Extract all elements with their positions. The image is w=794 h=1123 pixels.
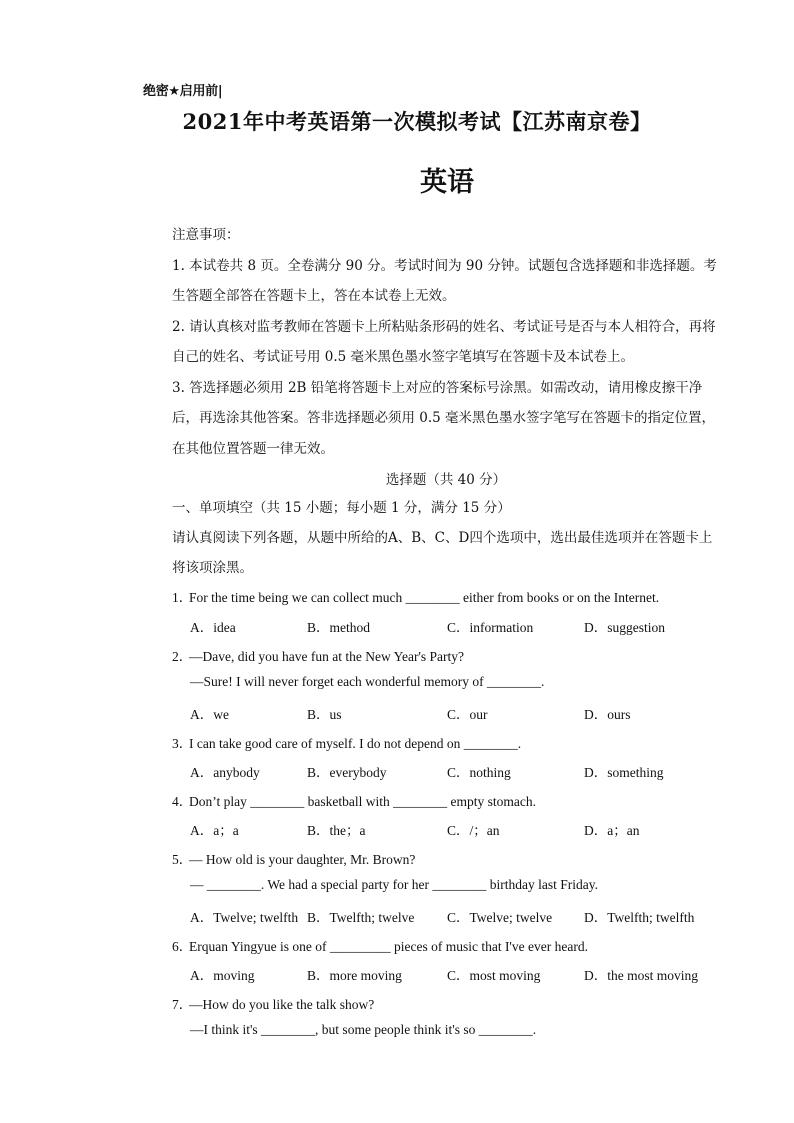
option-b[interactable]: B．Twelfth; twelve [307, 910, 415, 925]
question-number: 4． [172, 794, 193, 809]
question-3-stem [172, 732, 521, 752]
option-c[interactable]: C．/；an [447, 823, 500, 838]
option-b[interactable]: B．method [307, 620, 370, 635]
notice-heading: 注意事项： [172, 227, 240, 243]
option-a[interactable]: A．we [190, 707, 229, 722]
question-7-stem [172, 993, 374, 1013]
question-7-reply: —I think it's ________, but some people think it's so ________. [190, 1022, 537, 1037]
option-b[interactable]: B．more moving [307, 968, 402, 983]
question-3-options [190, 761, 730, 779]
question-text: Don’t play ________ basketball with ________ empty stomach. [189, 794, 536, 809]
option-d[interactable]: D．a；an [584, 823, 640, 838]
instructions-text: 请认真阅读下列各题，从题中所给的A、B、C、D四个选项中，选出最佳选项并在答题卡上将该项涂黑。 [172, 530, 713, 576]
option-d[interactable]: D．ours [584, 707, 631, 722]
option-c[interactable]: C．information [447, 620, 534, 635]
question-text: — How old is your daughter, Mr. Brown? [189, 852, 416, 867]
question-5-reply: — ________. We had a special party for her ________ birthday last Friday. [190, 877, 598, 892]
question-text: —How do you like the talk show? [189, 997, 375, 1012]
option-a[interactable]: A．anybody [190, 765, 260, 780]
option-a[interactable]: A．a；a [190, 823, 239, 838]
question-text: I can take good care of myself. I do not depend on ________. [189, 736, 522, 751]
option-a[interactable]: A．idea [190, 620, 236, 635]
section-title: 选择题（共 40 分） [385, 472, 507, 488]
option-d[interactable]: D．something [584, 765, 664, 780]
option-b[interactable]: B．the；a [307, 823, 366, 838]
option-d[interactable]: D．suggestion [584, 620, 665, 635]
question-4-stem [172, 790, 536, 810]
question-6-options [190, 964, 730, 982]
option-c[interactable]: C．Twelve; twelve [447, 910, 553, 925]
notice-section [172, 220, 720, 464]
option-b[interactable]: B．everybody [307, 765, 387, 780]
question-number: 3． [172, 736, 193, 751]
option-b[interactable]: B．us [307, 707, 342, 722]
question-2-stem [172, 645, 464, 665]
option-a[interactable]: A．moving [190, 968, 255, 983]
question-number: 1． [172, 590, 193, 605]
question-5-stem [172, 848, 415, 868]
notice-item: 2. 请认真核对监考教师在答题卡上所粘贴条形码的姓名、考试证号是否与本人相符合，再将自己的姓名、考试证号用 0.5 毫米黑色墨水签字笔填写在答题卡及本试卷上。 [172, 318, 716, 365]
exam-title: 2021年中考英语第一次模拟考试【江苏南京卷】 [182, 109, 652, 134]
question-4-options [190, 819, 730, 837]
question-text: For the time being we can collect much ________ either from books or on the Internet. [189, 590, 660, 605]
question-text: Erquan Yingyue is one of _________ pieces of music that I've ever heard. [189, 939, 588, 954]
option-c[interactable]: C．our [447, 707, 488, 722]
notice-item: 3. 答选择题必须用 2B 铅笔将答题卡上对应的答案标号涂黑。如需改动，请用橡皮擦干净后，再选涂其他答案。答非选择题必须用 0.5 毫米黑色墨水签字笔写在答题卡的指定位置，在其他位置答题一律无效。 [172, 379, 716, 457]
question-2-options [190, 703, 730, 721]
question-1-options [190, 616, 730, 634]
question-number: 2． [172, 649, 193, 664]
question-number: 6． [172, 939, 193, 954]
option-c[interactable]: C．nothing [447, 765, 511, 780]
confidential-label: 绝密★启用前| [143, 84, 223, 99]
subject-title: 英语 [420, 167, 474, 198]
option-a[interactable]: A．Twelve; twelfth [190, 910, 299, 925]
notice-item: 1. 本试卷共 8 页。全卷满分 90 分。考试时间为 90 分钟。试题包含选择题和非选择题。考生答题全部答在答题卡上，答在本试卷上无效。 [172, 257, 717, 304]
option-c[interactable]: C．most moving [447, 968, 541, 983]
question-text: —Dave, did you have fun at the New Year's Party? [189, 649, 464, 664]
question-6-stem [172, 935, 588, 955]
question-number: 7． [172, 997, 193, 1012]
part-instructions [172, 523, 720, 583]
option-d[interactable]: D．the most moving [584, 968, 698, 983]
question-5-options [190, 906, 730, 924]
question-1-stem [172, 586, 659, 606]
part-title: 一、单项填空（共 15 小题；每小题 1 分，满分 15 分） [172, 500, 511, 516]
question-2-reply: —Sure! I will never forget each wonderful memory of ________. [190, 674, 545, 689]
option-d[interactable]: D．Twelfth; twelfth [584, 910, 695, 925]
question-number: 5． [172, 852, 193, 867]
